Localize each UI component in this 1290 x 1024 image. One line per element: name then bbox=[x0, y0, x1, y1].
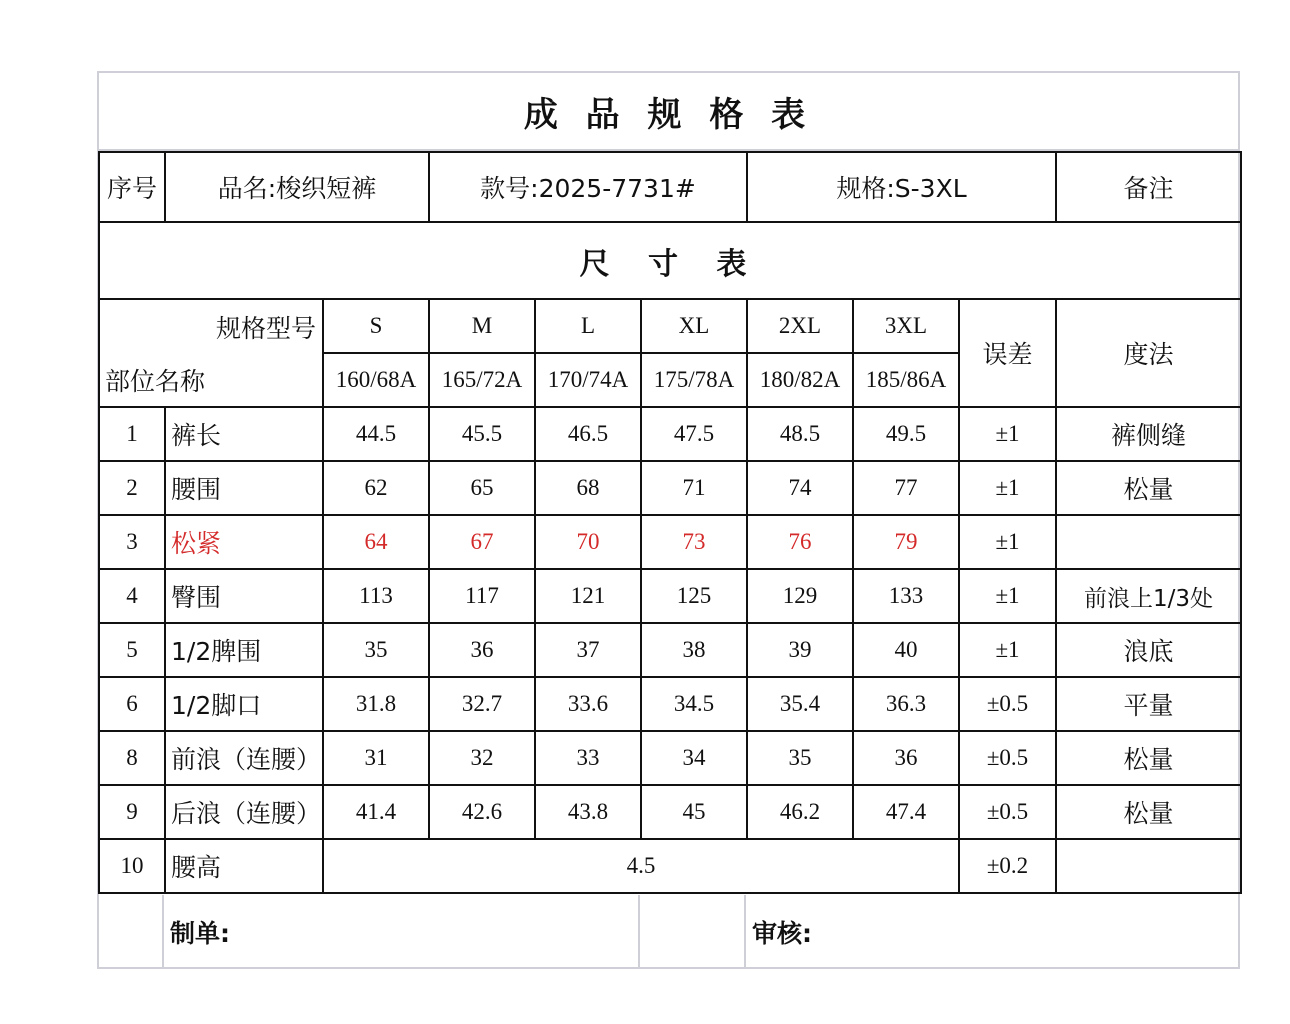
measurement: 70 bbox=[535, 515, 641, 569]
size-code: 170/74A bbox=[535, 353, 641, 407]
measurement: 35 bbox=[323, 623, 429, 677]
measurement: 31.8 bbox=[323, 677, 429, 731]
measurement: 48.5 bbox=[747, 407, 853, 461]
measurement: 40 bbox=[853, 623, 959, 677]
measurement: 65 bbox=[429, 461, 535, 515]
part-name: 1/2脚口 bbox=[165, 677, 323, 731]
measure-method: 浪底 bbox=[1056, 623, 1241, 677]
measurement: 46.2 bbox=[747, 785, 853, 839]
measurement: 45 bbox=[641, 785, 747, 839]
part-name: 腰围 bbox=[165, 461, 323, 515]
measurement: 133 bbox=[853, 569, 959, 623]
row-number: 1 bbox=[99, 407, 165, 461]
spec-table bbox=[98, 151, 1242, 894]
tolerance: ±1 bbox=[959, 515, 1056, 569]
size-label: S bbox=[323, 299, 429, 353]
measure-method bbox=[1056, 515, 1241, 569]
tolerance: ±0.5 bbox=[959, 785, 1056, 839]
measure-method: 前浪上1/3处 bbox=[1056, 569, 1241, 623]
table-row bbox=[99, 785, 1241, 839]
table-row bbox=[99, 731, 1241, 785]
row-number: 10 bbox=[99, 839, 165, 893]
size-label: XL bbox=[641, 299, 747, 353]
measure-method: 松量 bbox=[1056, 785, 1241, 839]
spec-model-label: 规格型号 bbox=[99, 299, 323, 353]
product-name: 品名:梭织短裤 bbox=[165, 152, 429, 222]
table-row bbox=[99, 677, 1241, 731]
measurement: 31 bbox=[323, 731, 429, 785]
seq-label: 序号 bbox=[99, 152, 165, 222]
part-name: 后浪（连腰） bbox=[165, 785, 323, 839]
measurement: 33.6 bbox=[535, 677, 641, 731]
measurement: 62 bbox=[323, 461, 429, 515]
measurement: 33 bbox=[535, 731, 641, 785]
sheet-title: 成 品 规 格 表 bbox=[99, 73, 1238, 151]
footer-blank-cell bbox=[640, 895, 746, 969]
part-name: 裤长 bbox=[165, 407, 323, 461]
tolerance: ±1 bbox=[959, 407, 1056, 461]
measurement: 129 bbox=[747, 569, 853, 623]
remark-label: 备注 bbox=[1056, 152, 1241, 222]
measurement: 41.4 bbox=[323, 785, 429, 839]
measurement: 77 bbox=[853, 461, 959, 515]
measurement: 64 bbox=[323, 515, 429, 569]
measurement: 37 bbox=[535, 623, 641, 677]
footer-blank-cell bbox=[98, 895, 164, 969]
part-name-label: 部位名称 bbox=[99, 353, 323, 407]
table-row bbox=[99, 407, 1241, 461]
size-code: 165/72A bbox=[429, 353, 535, 407]
spec-range: 规格:S-3XL bbox=[747, 152, 1056, 222]
table-row bbox=[99, 839, 1241, 893]
row-number: 5 bbox=[99, 623, 165, 677]
row-number: 4 bbox=[99, 569, 165, 623]
part-name: 臀围 bbox=[165, 569, 323, 623]
table-row bbox=[99, 623, 1241, 677]
row-number: 9 bbox=[99, 785, 165, 839]
section-row bbox=[99, 222, 1241, 299]
measurement: 68 bbox=[535, 461, 641, 515]
size-label: 2XL bbox=[747, 299, 853, 353]
row-number: 6 bbox=[99, 677, 165, 731]
measurement: 71 bbox=[641, 461, 747, 515]
measurement: 47.4 bbox=[853, 785, 959, 839]
row-number: 2 bbox=[99, 461, 165, 515]
size-code: 175/78A bbox=[641, 353, 747, 407]
measurement: 32.7 bbox=[429, 677, 535, 731]
prepared-by-label: 制单: bbox=[164, 895, 640, 969]
measurement: 47.5 bbox=[641, 407, 747, 461]
row-number: 3 bbox=[99, 515, 165, 569]
spec-sheet bbox=[97, 71, 1240, 969]
measurement-merged: 4.5 bbox=[323, 839, 959, 893]
measurement: 49.5 bbox=[853, 407, 959, 461]
measure-method bbox=[1056, 839, 1241, 893]
signature-footer bbox=[98, 895, 1240, 969]
measure-method: 平量 bbox=[1056, 677, 1241, 731]
measurement: 73 bbox=[641, 515, 747, 569]
measurement: 67 bbox=[429, 515, 535, 569]
tolerance: ±0.2 bbox=[959, 839, 1056, 893]
measure-method: 松量 bbox=[1056, 731, 1241, 785]
measurement: 39 bbox=[747, 623, 853, 677]
measurement: 43.8 bbox=[535, 785, 641, 839]
measurement: 121 bbox=[535, 569, 641, 623]
measurement: 34.5 bbox=[641, 677, 747, 731]
measurement: 45.5 bbox=[429, 407, 535, 461]
size-label: L bbox=[535, 299, 641, 353]
measurement: 38 bbox=[641, 623, 747, 677]
measure-method: 裤侧缝 bbox=[1056, 407, 1241, 461]
size-code: 180/82A bbox=[747, 353, 853, 407]
reviewed-by-label: 审核: bbox=[752, 919, 812, 948]
measurement: 34 bbox=[641, 731, 747, 785]
measurement: 76 bbox=[747, 515, 853, 569]
table-row bbox=[99, 569, 1241, 623]
style-number: 款号:2025-7731# bbox=[429, 152, 747, 222]
section-title: 尺 寸 表 bbox=[99, 222, 1241, 299]
size-label-row bbox=[99, 299, 1241, 353]
measurement: 42.6 bbox=[429, 785, 535, 839]
row-number: 8 bbox=[99, 731, 165, 785]
measurement: 74 bbox=[747, 461, 853, 515]
tolerance: ±1 bbox=[959, 623, 1056, 677]
measurement: 125 bbox=[641, 569, 747, 623]
measurement: 44.5 bbox=[323, 407, 429, 461]
measurement: 117 bbox=[429, 569, 535, 623]
method-label: 度法 bbox=[1056, 299, 1241, 407]
part-name: 松紧 bbox=[165, 515, 323, 569]
measurement: 35.4 bbox=[747, 677, 853, 731]
measurement: 32 bbox=[429, 731, 535, 785]
table-row bbox=[99, 461, 1241, 515]
table-row bbox=[99, 515, 1241, 569]
part-name: 前浪（连腰） bbox=[165, 731, 323, 785]
measurement: 79 bbox=[853, 515, 959, 569]
part-name: 腰高 bbox=[165, 839, 323, 893]
size-label: M bbox=[429, 299, 535, 353]
measurement: 35 bbox=[747, 731, 853, 785]
tolerance-label: 误差 bbox=[959, 299, 1056, 407]
tolerance: ±0.5 bbox=[959, 731, 1056, 785]
measurement: 36 bbox=[429, 623, 535, 677]
tolerance: ±1 bbox=[959, 569, 1056, 623]
size-label: 3XL bbox=[853, 299, 959, 353]
info-row bbox=[99, 152, 1241, 222]
measurement: 36.3 bbox=[853, 677, 959, 731]
size-code: 160/68A bbox=[323, 353, 429, 407]
size-code: 185/86A bbox=[853, 353, 959, 407]
measurement: 36 bbox=[853, 731, 959, 785]
part-name: 1/2脾围 bbox=[165, 623, 323, 677]
measurement: 46.5 bbox=[535, 407, 641, 461]
tolerance: ±0.5 bbox=[959, 677, 1056, 731]
measure-method: 松量 bbox=[1056, 461, 1241, 515]
tolerance: ±1 bbox=[959, 461, 1056, 515]
measurement: 113 bbox=[323, 569, 429, 623]
